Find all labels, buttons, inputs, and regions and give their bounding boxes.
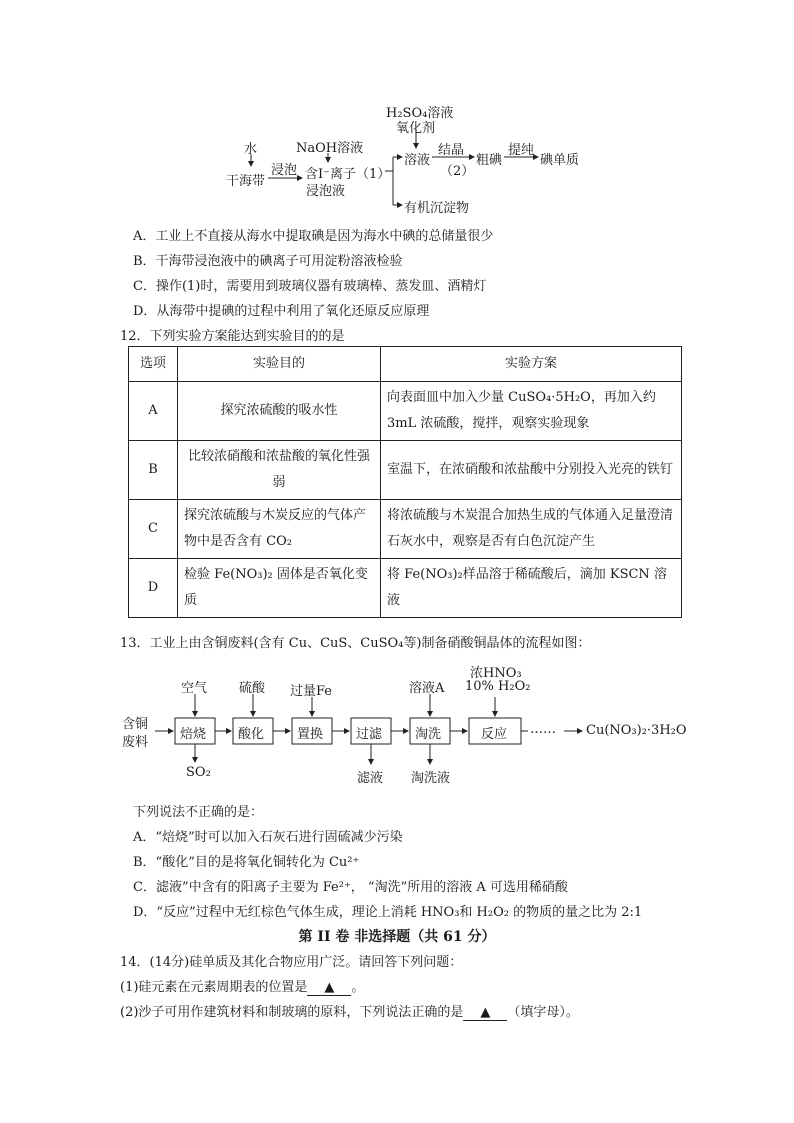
solution-label: 溶液 [404,153,431,168]
precipitate-label: 有机沉淀物 [404,201,470,216]
header-option: 选项 [129,347,178,382]
oxidant-label: 氧化剂 [396,121,436,136]
input-excess-fe: 过量Fe [290,684,333,699]
row-option: C [129,500,178,559]
leach-label-bottom: 浸泡液 [306,184,346,199]
q11-option-c: C．操作(1)时，需要用到玻璃仪器有玻璃棒、蒸发皿、酒精灯 [133,279,487,294]
leach-label-top: 含I⁻离子（1） [305,167,391,182]
q11-option-d: D．从海带中提碘的过程中利用了氧化还原反应原理 [133,304,430,319]
q13-option-b: B．“酸化”目的是将氧化铜转化为 Cu²⁺ [133,855,360,870]
input-hno3: 浓HNO₃ [470,666,522,681]
q13-option-d: D．“反应”过程中无红棕色气体生成，理论上消耗 HNO₃和 H₂O₂ 的物质的量之比为 2:1 [133,905,643,920]
q11-option-b: B．干海带浸泡液中的碘离子可用淀粉溶液检验 [133,254,403,269]
output-so2: SO₂ [186,765,211,780]
q14-part1-end: 。 [351,980,365,995]
q14-part2-text: (2)沙子可用作建筑材料和制玻璃的原料，下列说法正确的是 [120,1005,464,1020]
row-goal: 探究浓硫酸与木炭反应的气体产物中是否含有 CO₂ [178,500,381,559]
q11-option-a: A．工业上不直接从海水中提取碘是因为海水中碘的总储量很少 [133,229,494,244]
row-plan: 向表面皿中加入少量 CuSO₄·5H₂O，再加入约3mL 浓硫酸，搅拌，观察实验现象 [381,382,682,441]
box-wash: 淘洗 [415,727,442,742]
row-plan: 将 Fe(NO₃)₂样品溶于稀硫酸后，滴加 KSCN 溶液 [381,559,682,618]
box-react: 反应 [481,727,508,742]
crystallize-label: 结晶 [438,143,465,158]
q14-part1-text: (1)硅元素在元素周期表的位置是 [120,980,308,995]
answer-blank[interactable]: ▲ [307,980,351,996]
header-plan: 实验方案 [381,347,682,382]
box-filter: 过滤 [356,727,383,742]
row-plan: 将浓硫酸与木炭混合加热生成的气体通入足量澄清石灰水中，观察是否有白色沉淀产生 [381,500,682,559]
naoh-label: NaOH溶液 [296,141,364,156]
q14-stem: 14．(14分)硅单质及其化合物应用广泛。请回答下列问题： [120,955,463,970]
q14-part2-end: （填字母）。 [507,1005,579,1020]
h2so4-label: H₂SO₄溶液 [386,106,454,121]
row-plan: 室温下，在浓硝酸和浓盐酸中分别投入光亮的铁钉 [381,441,682,500]
input-solution-a: 溶液A [409,681,445,696]
input-air: 空气 [181,681,208,696]
box-replace: 置换 [297,727,324,742]
crude-iodine-label: 粗碘 [476,153,503,168]
row-option: D [129,559,178,618]
q13-stem: 13．工业上由含铜废料(含有 Cu、CuS、CuSO₄等)制备硝酸铜晶体的流程如图： [120,636,591,651]
input-h2o2: 10% H₂O₂ [465,679,531,694]
raw-material-line1: 含铜 [122,717,149,732]
answer-blank[interactable]: ▲ [463,1005,507,1021]
header-goal: 实验目的 [178,347,381,382]
box-roast: 焙烧 [180,727,207,742]
row-goal: 探究浓硫酸的吸水性 [178,382,381,441]
q13-option-c: C．滤液”中含有的阳离子主要为 Fe²⁺， “淘洗”所用的溶液 A 可选用稀硝酸 [133,880,568,895]
output-filtrate: 滤液 [357,771,384,786]
row-option: B [129,441,178,500]
product-label: Cu(NO₃)₂·3H₂O [586,723,687,738]
q13-option-a: A．“焙烧”时可以加入石灰石进行固硫减少污染 [133,830,403,845]
water-label: 水 [244,142,258,157]
q13-prompt: 下列说法不正确的是： [133,805,264,820]
q14-part2 [120,1001,579,1021]
output-wash-liquid: 淘洗液 [411,771,451,786]
iodine-label: 碘单质 [540,153,580,168]
q14-part1 [120,976,364,996]
q12-stem: 12．下列实验方案能达到实验目的的是 [120,329,345,344]
purify-label: 提纯 [508,143,535,158]
step2-label: （2） [440,164,475,179]
soak-label: 浸泡 [271,163,298,178]
kelp-label: 干海带 [226,174,266,189]
section-heading: 第 II 卷 非选择题（共 61 分） [298,929,496,945]
row-option: A [129,382,178,441]
row-goal: 检验 Fe(NO₃)₂ 固体是否氧化变质 [178,559,381,618]
ellipsis: …… [530,722,556,737]
row-goal: 比较浓硝酸和浓盐酸的氧化性强弱 [178,441,381,500]
input-sulfuric-acid: 硫酸 [239,681,266,696]
box-acidify: 酸化 [238,727,265,742]
raw-material-line2: 废料 [122,735,149,750]
